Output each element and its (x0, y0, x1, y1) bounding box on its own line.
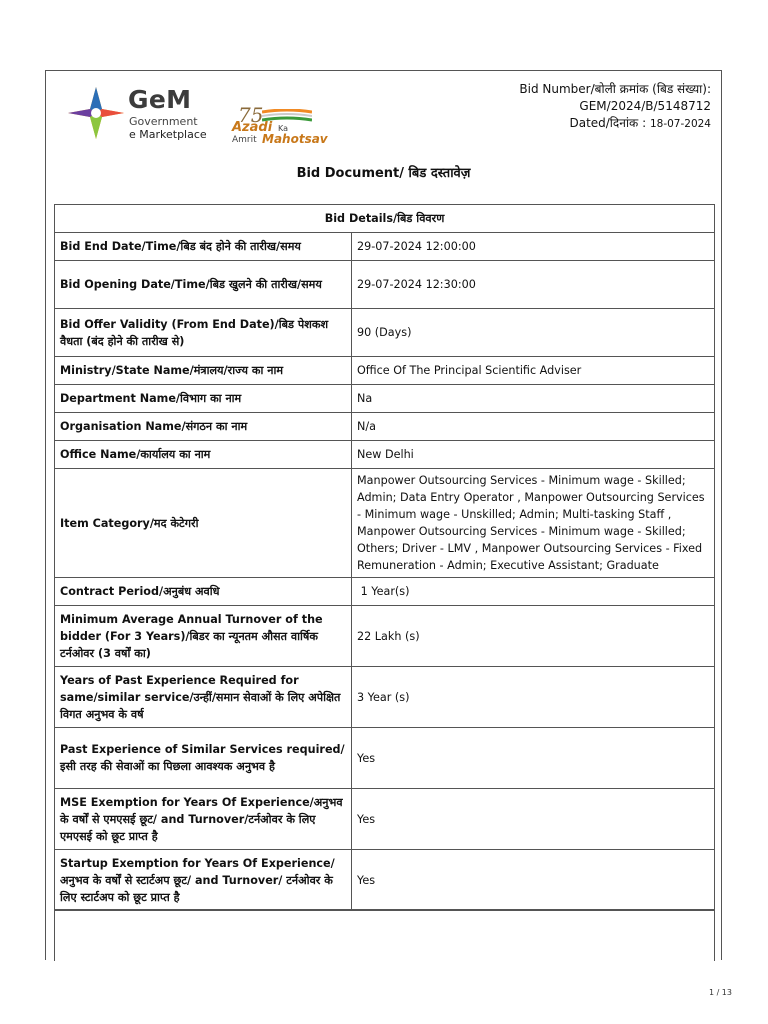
row-value: 22 Lakh (s) (352, 606, 715, 667)
row-value: Na (352, 385, 715, 413)
row-label: Office Name/कार्यालय का नाम (55, 441, 352, 469)
row-value: New Delhi (352, 441, 715, 469)
azadi-amrit: Amrit (232, 135, 257, 145)
row-label: Years of Past Experience Required for same/similar service/उन्हीं/समान सेवाओं के लिए अपेक्षित विगत अनुभव के वर्ष (55, 667, 352, 728)
table-header-row (55, 205, 715, 233)
row-value: Office Of The Principal Scientific Adviser (352, 357, 715, 385)
bid-details-body (55, 233, 715, 911)
table-row (55, 357, 715, 385)
row-label: Bid Offer Validity (From End Date)/बिड पेशकश वैधता (बंद होने की तारीख से) (55, 309, 352, 357)
azadi-75: 75 (238, 103, 264, 127)
next-section-box (54, 909, 715, 961)
bid-meta (519, 81, 711, 133)
dated-line (519, 115, 711, 133)
table-row (55, 413, 715, 441)
gem-star-icon (66, 83, 126, 143)
row-label: Organisation Name/संगठन का नाम (55, 413, 352, 441)
row-label: Minimum Average Annual Turnover of the bidder (For 3 Years)/बिडर का न्यूनतम औसत वार्षिक टर्नओवर (3 वर्षों का) (55, 606, 352, 667)
row-value: Yes (352, 850, 715, 911)
azadi-mahotsav: Mahotsav (262, 132, 328, 146)
row-value: Manpower Outsourcing Services - Minimum wage - Skilled; Admin; Data Entry Operator , Manpower Outsourcing Services - Minimum wage - Unskilled; Admin; Multi-tasking Staff , Manpower Outsourcing Services - Minimum wage - Skilled; Others; Driver - LMV , Manpower Outsourcing Services - Fixed Remuneration - Admin; Executive Assistant; Graduate (352, 469, 715, 578)
table-row (55, 728, 715, 789)
dated-label: Dated/दिनांक : (569, 116, 647, 130)
table-row (55, 469, 715, 578)
azadi-word: Azadi (232, 120, 273, 135)
row-label: MSE Exemption for Years Of Experience/अनुभव के वर्षों से एमएसई छूट/ and Turnover/टर्नओवर के लिए एमएसई को छूट प्राप्त है (55, 789, 352, 850)
azadi-ka-amrit-mahotsav-logo (232, 103, 328, 147)
page-number: 1 / 13 (708, 988, 732, 997)
gem-logo-line1: Government (129, 115, 198, 128)
row-value: N/a (352, 413, 715, 441)
table-row (55, 385, 715, 413)
row-label: Bid End Date/Time/बिड बंद होने की तारीख/समय (55, 233, 352, 261)
table-row (55, 578, 715, 606)
row-label: Ministry/State Name/मंत्रालय/राज्य का नाम (55, 357, 352, 385)
row-value: 1 Year(s) (352, 578, 715, 606)
bid-number-label: Bid Number/बोली क्रमांक (बिड संख्या): (519, 82, 711, 96)
row-value: 29-07-2024 12:30:00 (352, 261, 715, 309)
bid-details-table (54, 204, 715, 911)
row-value: Yes (352, 728, 715, 789)
row-value: 3 Year (s) (352, 667, 715, 728)
table-row (55, 789, 715, 850)
table-row (55, 606, 715, 667)
table-row (55, 261, 715, 309)
row-value: 90 (Days) (352, 309, 715, 357)
table-row (55, 441, 715, 469)
bid-details-heading: Bid Details/बिड विवरण (55, 205, 715, 233)
row-label: Past Experience of Similar Services required/इसी तरह की सेवाओं का पिछला आवश्यक अनुभव है (55, 728, 352, 789)
bid-number-value: GEM/2024/B/5148712 (579, 99, 711, 113)
gem-logo (66, 83, 326, 145)
document-title: Bid Document/ बिड दस्तावेज़ (296, 166, 471, 181)
azadi-ka: Ka (278, 124, 289, 133)
document-page (45, 70, 722, 960)
row-value: 29-07-2024 12:00:00 (352, 233, 715, 261)
dated-value: 18-07-2024 (649, 118, 711, 130)
row-label: Department Name/विभाग का नाम (55, 385, 352, 413)
table-row (55, 233, 715, 261)
gem-logo-word: GeM (128, 85, 192, 114)
table-row (55, 667, 715, 728)
gem-logo-line2: e Marketplace (129, 128, 207, 141)
table-row (55, 309, 715, 357)
row-label: Bid Opening Date/Time/बिड खुलने की तारीख/समय (55, 261, 352, 309)
row-label: Contract Period/अनुबंध अवधि (55, 578, 352, 606)
row-label: Startup Exemption for Years Of Experience/अनुभव के वर्षों से स्टार्टअप छूट/ and Turnover/ टर्नओवर के लिए स्टार्टअप को छूट प्राप्त है (55, 850, 352, 911)
table-row (55, 850, 715, 911)
row-label: Item Category/मद केटेगरी (55, 469, 352, 578)
row-value: Yes (352, 789, 715, 850)
